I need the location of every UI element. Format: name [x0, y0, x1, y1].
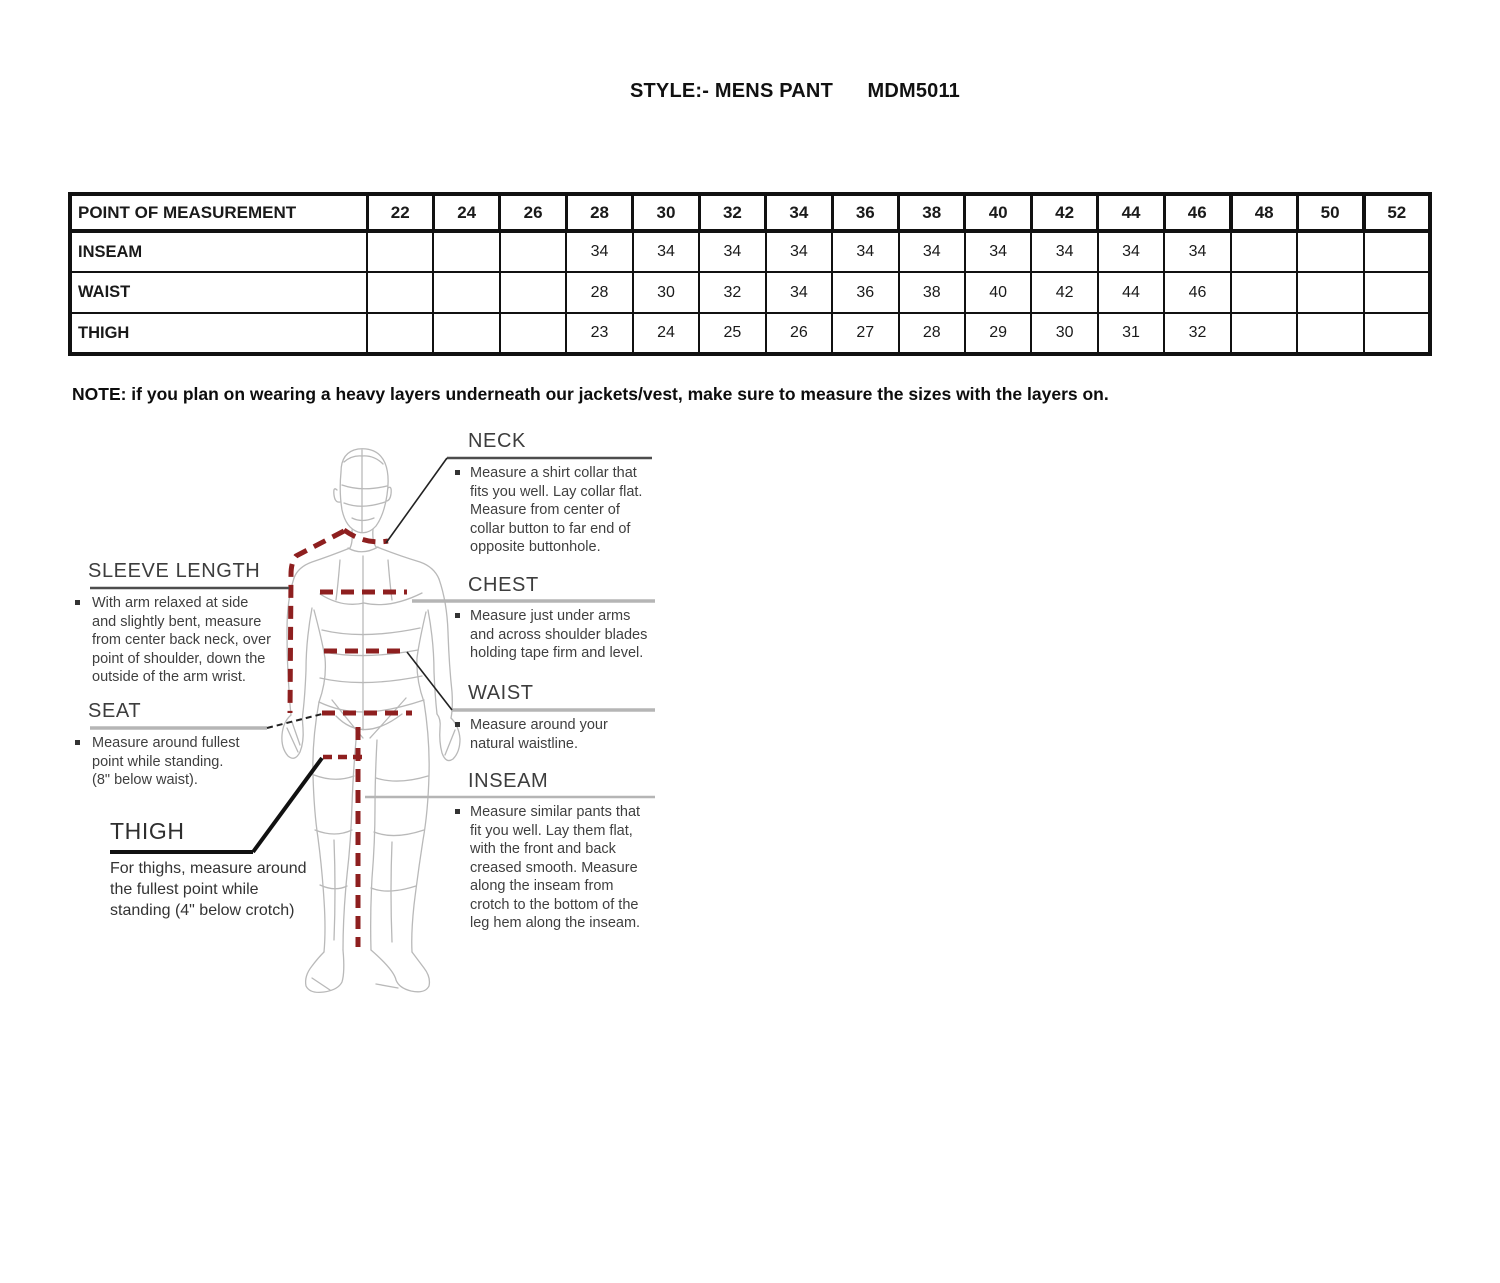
callout-sleeve-length-title: SLEEVE LENGTH — [88, 560, 261, 582]
callout-waist-text — [468, 716, 668, 753]
col-header-size: 28 — [566, 194, 632, 231]
callout-seat-text — [88, 734, 288, 790]
size-cell: 30 — [1031, 313, 1097, 354]
callout-text-line: (8" below waist). — [92, 772, 198, 788]
bullet-icon — [455, 613, 460, 618]
size-cell — [1231, 272, 1297, 313]
size-cell: 34 — [766, 231, 832, 272]
col-header-size: 36 — [832, 194, 898, 231]
row-label: INSEAM — [70, 231, 367, 272]
bullet-icon — [455, 809, 460, 814]
callout-text-line: fits you well. Lay collar flat. — [470, 483, 643, 500]
callout-neck-title: NECK — [468, 430, 526, 452]
size-cell: 34 — [1164, 231, 1230, 272]
col-header-size: 22 — [367, 194, 433, 231]
callout-text-line: with the front and back — [470, 841, 616, 857]
table-row — [70, 231, 1430, 272]
size-cell — [1297, 313, 1363, 354]
callout-text-line: standing (4" below crotch) — [110, 902, 295, 919]
size-cell: 34 — [965, 231, 1031, 272]
callout-text-line: fit you well. Lay them flat, — [470, 822, 633, 839]
callout-text-line: holding tape firm and level. — [470, 645, 644, 661]
size-cell: 34 — [899, 231, 965, 272]
size-cell: 34 — [699, 231, 765, 272]
size-cell — [1231, 231, 1297, 272]
callout-text-line: collar button to far end of — [470, 520, 631, 537]
callout-text-line: point while standing. — [92, 753, 224, 770]
size-cell — [1231, 313, 1297, 354]
size-cell: 34 — [633, 231, 699, 272]
size-cell: 26 — [766, 313, 832, 354]
page-title — [45, 80, 1500, 103]
callout-thigh-text — [110, 858, 330, 921]
callout-chest-title: CHEST — [468, 574, 539, 596]
bullet-icon — [75, 600, 80, 605]
style-code: MDM5011 — [867, 80, 961, 102]
size-cell: 32 — [699, 272, 765, 313]
size-cell: 28 — [566, 272, 632, 313]
size-cell: 42 — [1031, 272, 1097, 313]
callout-text-line: Measure from center of — [470, 502, 620, 518]
size-cell: 44 — [1098, 272, 1164, 313]
callout-text-line: Measure similar pants that — [470, 804, 641, 820]
size-cell: 29 — [965, 313, 1031, 354]
callout-text-line: from center back neck, over — [92, 632, 271, 648]
col-header-size: 32 — [699, 194, 765, 231]
size-cell: 23 — [566, 313, 632, 354]
neck-connector — [386, 458, 447, 543]
size-cell: 46 — [1164, 272, 1230, 313]
callout-inseam-title: INSEAM — [468, 770, 549, 792]
callout-text-line: With arm relaxed at side — [92, 595, 249, 611]
callout-waist-title: WAIST — [468, 682, 534, 704]
callout-text-line: leg hem along the inseam. — [470, 915, 641, 931]
col-header-size: 44 — [1098, 194, 1164, 231]
callout-text-line: opposite buttonhole. — [470, 539, 601, 555]
callout-inseam — [468, 770, 668, 933]
size-cell: 36 — [832, 272, 898, 313]
size-cell: 32 — [1164, 313, 1230, 354]
col-header-size: 24 — [433, 194, 499, 231]
size-cell: 28 — [899, 313, 965, 354]
callout-waist — [468, 682, 668, 753]
size-table-body — [70, 231, 1430, 354]
callout-inseam-text — [468, 803, 668, 933]
callout-neck-text — [468, 464, 668, 557]
size-cell — [500, 272, 566, 313]
size-cell: 25 — [699, 313, 765, 354]
callout-text-line: and across shoulder blades — [470, 626, 648, 643]
size-cell — [367, 313, 433, 354]
size-cell: 34 — [1031, 231, 1097, 272]
col-header-size: 26 — [500, 194, 566, 231]
bullet-icon — [455, 722, 460, 727]
size-cell — [367, 231, 433, 272]
callout-sleeve-length — [88, 560, 303, 687]
callout-seat — [88, 700, 288, 790]
size-cell — [433, 231, 499, 272]
callout-chest — [468, 574, 668, 663]
size-cell: 27 — [832, 313, 898, 354]
note-text: NOTE: if you plan on wearing a heavy layers underneath our jackets/vest, make sure to measure the sizes with the layers on. — [72, 384, 1109, 404]
callout-text-line: creased smooth. Measure — [470, 859, 638, 876]
callout-neck — [468, 430, 668, 557]
callout-text-line: the fullest point while — [110, 881, 259, 898]
size-cell: 34 — [766, 272, 832, 313]
size-table-header-row — [70, 194, 1430, 231]
callout-text-line: Measure a shirt collar that — [470, 465, 637, 481]
size-cell: 34 — [832, 231, 898, 272]
col-header-size: 34 — [766, 194, 832, 231]
size-cell — [500, 313, 566, 354]
col-header-size: 48 — [1231, 194, 1297, 231]
size-cell: 24 — [633, 313, 699, 354]
col-header-size: 46 — [1164, 194, 1230, 231]
waist-connector — [407, 652, 452, 710]
callout-text-line: For thighs, measure around — [110, 860, 307, 877]
callout-text-line: and slightly bent, measure — [92, 613, 262, 630]
size-cell: 40 — [965, 272, 1031, 313]
size-cell — [1364, 231, 1430, 272]
callout-text-line: natural waistline. — [470, 735, 578, 752]
table-row — [70, 272, 1430, 313]
size-table — [68, 192, 1432, 356]
callout-text-line: outside of the arm wrist. — [92, 669, 246, 685]
row-label: THIGH — [70, 313, 367, 354]
callout-sleeve-length-text — [88, 594, 303, 687]
callout-chest-text — [468, 607, 668, 663]
size-cell — [1297, 231, 1363, 272]
size-cell — [1297, 272, 1363, 313]
row-label: WAIST — [70, 272, 367, 313]
col-header-size: 40 — [965, 194, 1031, 231]
callout-text-line: Measure just under arms — [470, 608, 631, 624]
bullet-icon — [455, 470, 460, 475]
size-cell: 34 — [566, 231, 632, 272]
size-table-container — [68, 192, 1432, 356]
size-cell — [500, 231, 566, 272]
size-cell — [1364, 272, 1430, 313]
col-header-size: 38 — [899, 194, 965, 231]
table-row — [70, 313, 1430, 354]
col-header-size: 42 — [1031, 194, 1097, 231]
callout-seat-title: SEAT — [88, 700, 142, 722]
callout-text-line: crotch to the bottom of the — [470, 896, 639, 913]
style-label: STYLE:- MENS PANT — [629, 80, 833, 102]
size-cell: 30 — [633, 272, 699, 313]
bullet-icon — [75, 740, 80, 745]
callout-text-line: Measure around fullest — [92, 735, 240, 751]
size-cell: 38 — [899, 272, 965, 313]
col-header-size: 52 — [1364, 194, 1430, 231]
callout-thigh — [110, 818, 330, 921]
col-header-size: 50 — [1297, 194, 1363, 231]
size-cell — [1364, 313, 1430, 354]
size-cell: 34 — [1098, 231, 1164, 272]
col-header-label: POINT OF MEASUREMENT — [70, 194, 367, 231]
size-cell — [433, 272, 499, 313]
size-cell — [433, 313, 499, 354]
col-header-size: 30 — [633, 194, 699, 231]
callout-text-line: along the inseam from — [470, 878, 614, 894]
callout-thigh-title: THIGH — [110, 818, 185, 844]
size-cell: 31 — [1098, 313, 1164, 354]
size-cell — [367, 272, 433, 313]
callout-text-line: point of shoulder, down the — [92, 650, 266, 667]
callout-text-line: Measure around your — [470, 717, 608, 733]
